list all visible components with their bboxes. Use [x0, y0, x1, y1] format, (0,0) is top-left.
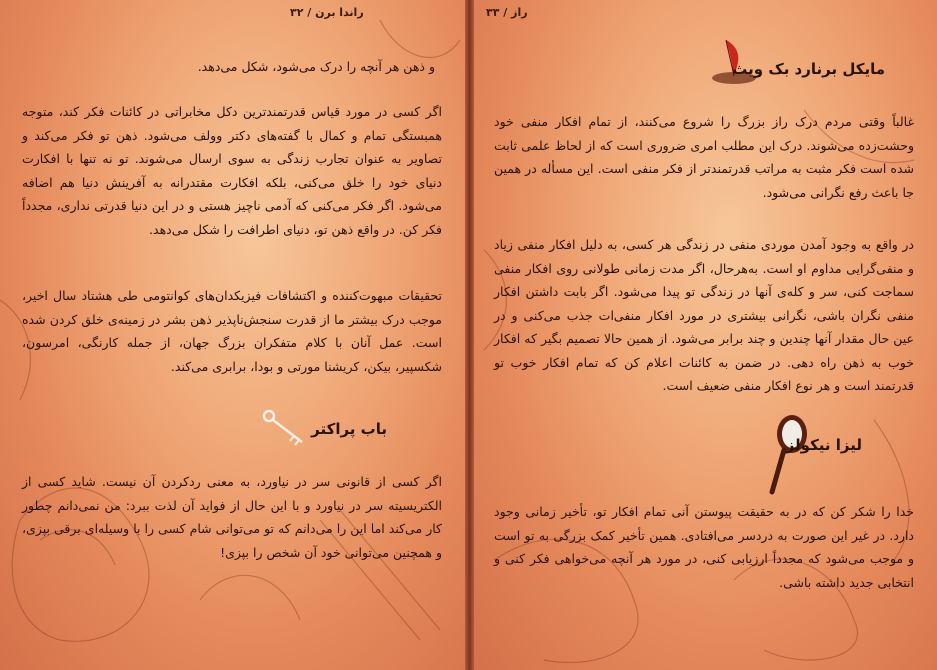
intro-text: و ذهن هر آنچه را درک می‌شود، شکل می‌دهد. [197, 59, 435, 74]
book-gutter [465, 0, 474, 670]
key-icon [262, 408, 308, 448]
paragraph-2 [22, 284, 442, 378]
paragraph-text: اگر کسی در مورد قیاس قدرتمندترین دکل مخابراتی در کائنات فکر کند، متوجه همبستگی تمام و کمال با گفته‌های دکتر وولف می‌شود. ذهن تو فکر می‌کند و تصاویر به عنوان تجارب زندگی به سوی ارسال می‌شوند. تو نه تنها با افکارت دنیای خود را خلق می‌کنی، بلکه افکارت مقتدرانه به آفرینش دنیا هم اضافه می‌شود. اگر فکر می‌کنی که آدمی ناچیز هستی و در این دنیا قدرتی نداری، مجدداً فکر کن. در واقع ذهن تو، دنیای اطرافت را شکل می‌دهد. [22, 104, 442, 237]
paragraph-text: اگر کسی از قانونی سر در نیاورد، به معنی ردکردن آن نیست. شاید کسی از الکتریسیته سر در نیاورد و با این حال از فواید آن لذت ببرد: من نمی‌دانم چطور کار می‌کند اما این را می‌دانم که تو می‌توانی شام کسی را با وسیله‌ای برقی بپزی، و همچنین می‌توانی خود آن شخص را بپزی! [22, 474, 442, 560]
left-page [0, 0, 465, 670]
paragraph-3 [494, 500, 914, 594]
paragraph-text: در واقع به وجود آمدن موردی منفی در زندگی هر کسی، به دلیل افکار منفی زیاد و منفی‌گرایی مداوم او است. به‌هرحال، اگر مدت زمانی طولانی روی افکار منفی سماجت کنی، سر و کله‌ی آنها در زندگی تو پیدا می‌شود. اگر بابت داشتن افکار منفی نگران باشی، نگرانی بیشتری در مورد افکار منفی‌ات جذب می‌کنی و در عین حال مقدار آنها چندین و چند برابر می‌شود. از همین حالا تصمیم بگیر که افکار خوب به ذهن راه دهی. در ضمن به کائنات اعلام کن که تمام افکار خوب تو قدرتمند است و هر نوع افکار منفی ضعیف است. [494, 237, 914, 393]
right-page [474, 0, 937, 670]
paragraph-2 [494, 233, 914, 398]
running-head: ۳۲ / راندا برن [290, 6, 364, 19]
section-heading: لیزا نیکولز [785, 436, 862, 454]
paragraph-3 [22, 470, 442, 564]
paragraph-text: خدا را شکر کن که در به حقیقت پیوستن آنی تمام افکار تو، تأخیر زمانی وجود دارد. در غیر این صورت به دردسر می‌افتادی. همین تأخیر کمک بزرگی به تو است و موجب می‌شود که مجدداً ارزیابی کنی، در مورد هر آنچه می‌خواهی فکر کنی و انتخابی جدید داشته باشی. [494, 504, 914, 590]
paragraph-1 [494, 110, 914, 204]
paragraph-text: غالباً وقتی مردم درک راز بزرگ را شروع می‌کنند، از تمام افکار منفی خود وحشت‌زده می‌شوند. درک این مطلب امری ضروری است که از لحاظ علمی ثابت شده است فکر مثبت به مراتب قدرتمندتر از فکر منفی است. این مسأله در همین جا باعث رفع نگرانی می‌شود. [494, 114, 914, 200]
intro-line [30, 55, 435, 79]
running-head: راز / ۳۳ [486, 6, 528, 19]
paragraph-1 [22, 100, 442, 241]
section-heading: مایکل برنارد بک ویث [732, 60, 885, 78]
magnifier-icon [766, 412, 810, 496]
section-heading: باب پراکتر [311, 420, 387, 438]
paragraph-text: تحقیقات مبهوت‌کننده و اکتشافات فیزیکدان‌های کوانتومی طی هشتاد سال اخیر، موجب درک بیشتر ما از قدرت سنجش‌ناپذیر ذهن بشر در زمینه‌ی خلق کردن شده است. عمل آنان با کلام متفکران بزرگ جهان، از جمله کارنگی، امرسون، شکسپیر، بیکن، کریشنا مورتی و بودا، برابری می‌کند. [22, 288, 442, 374]
